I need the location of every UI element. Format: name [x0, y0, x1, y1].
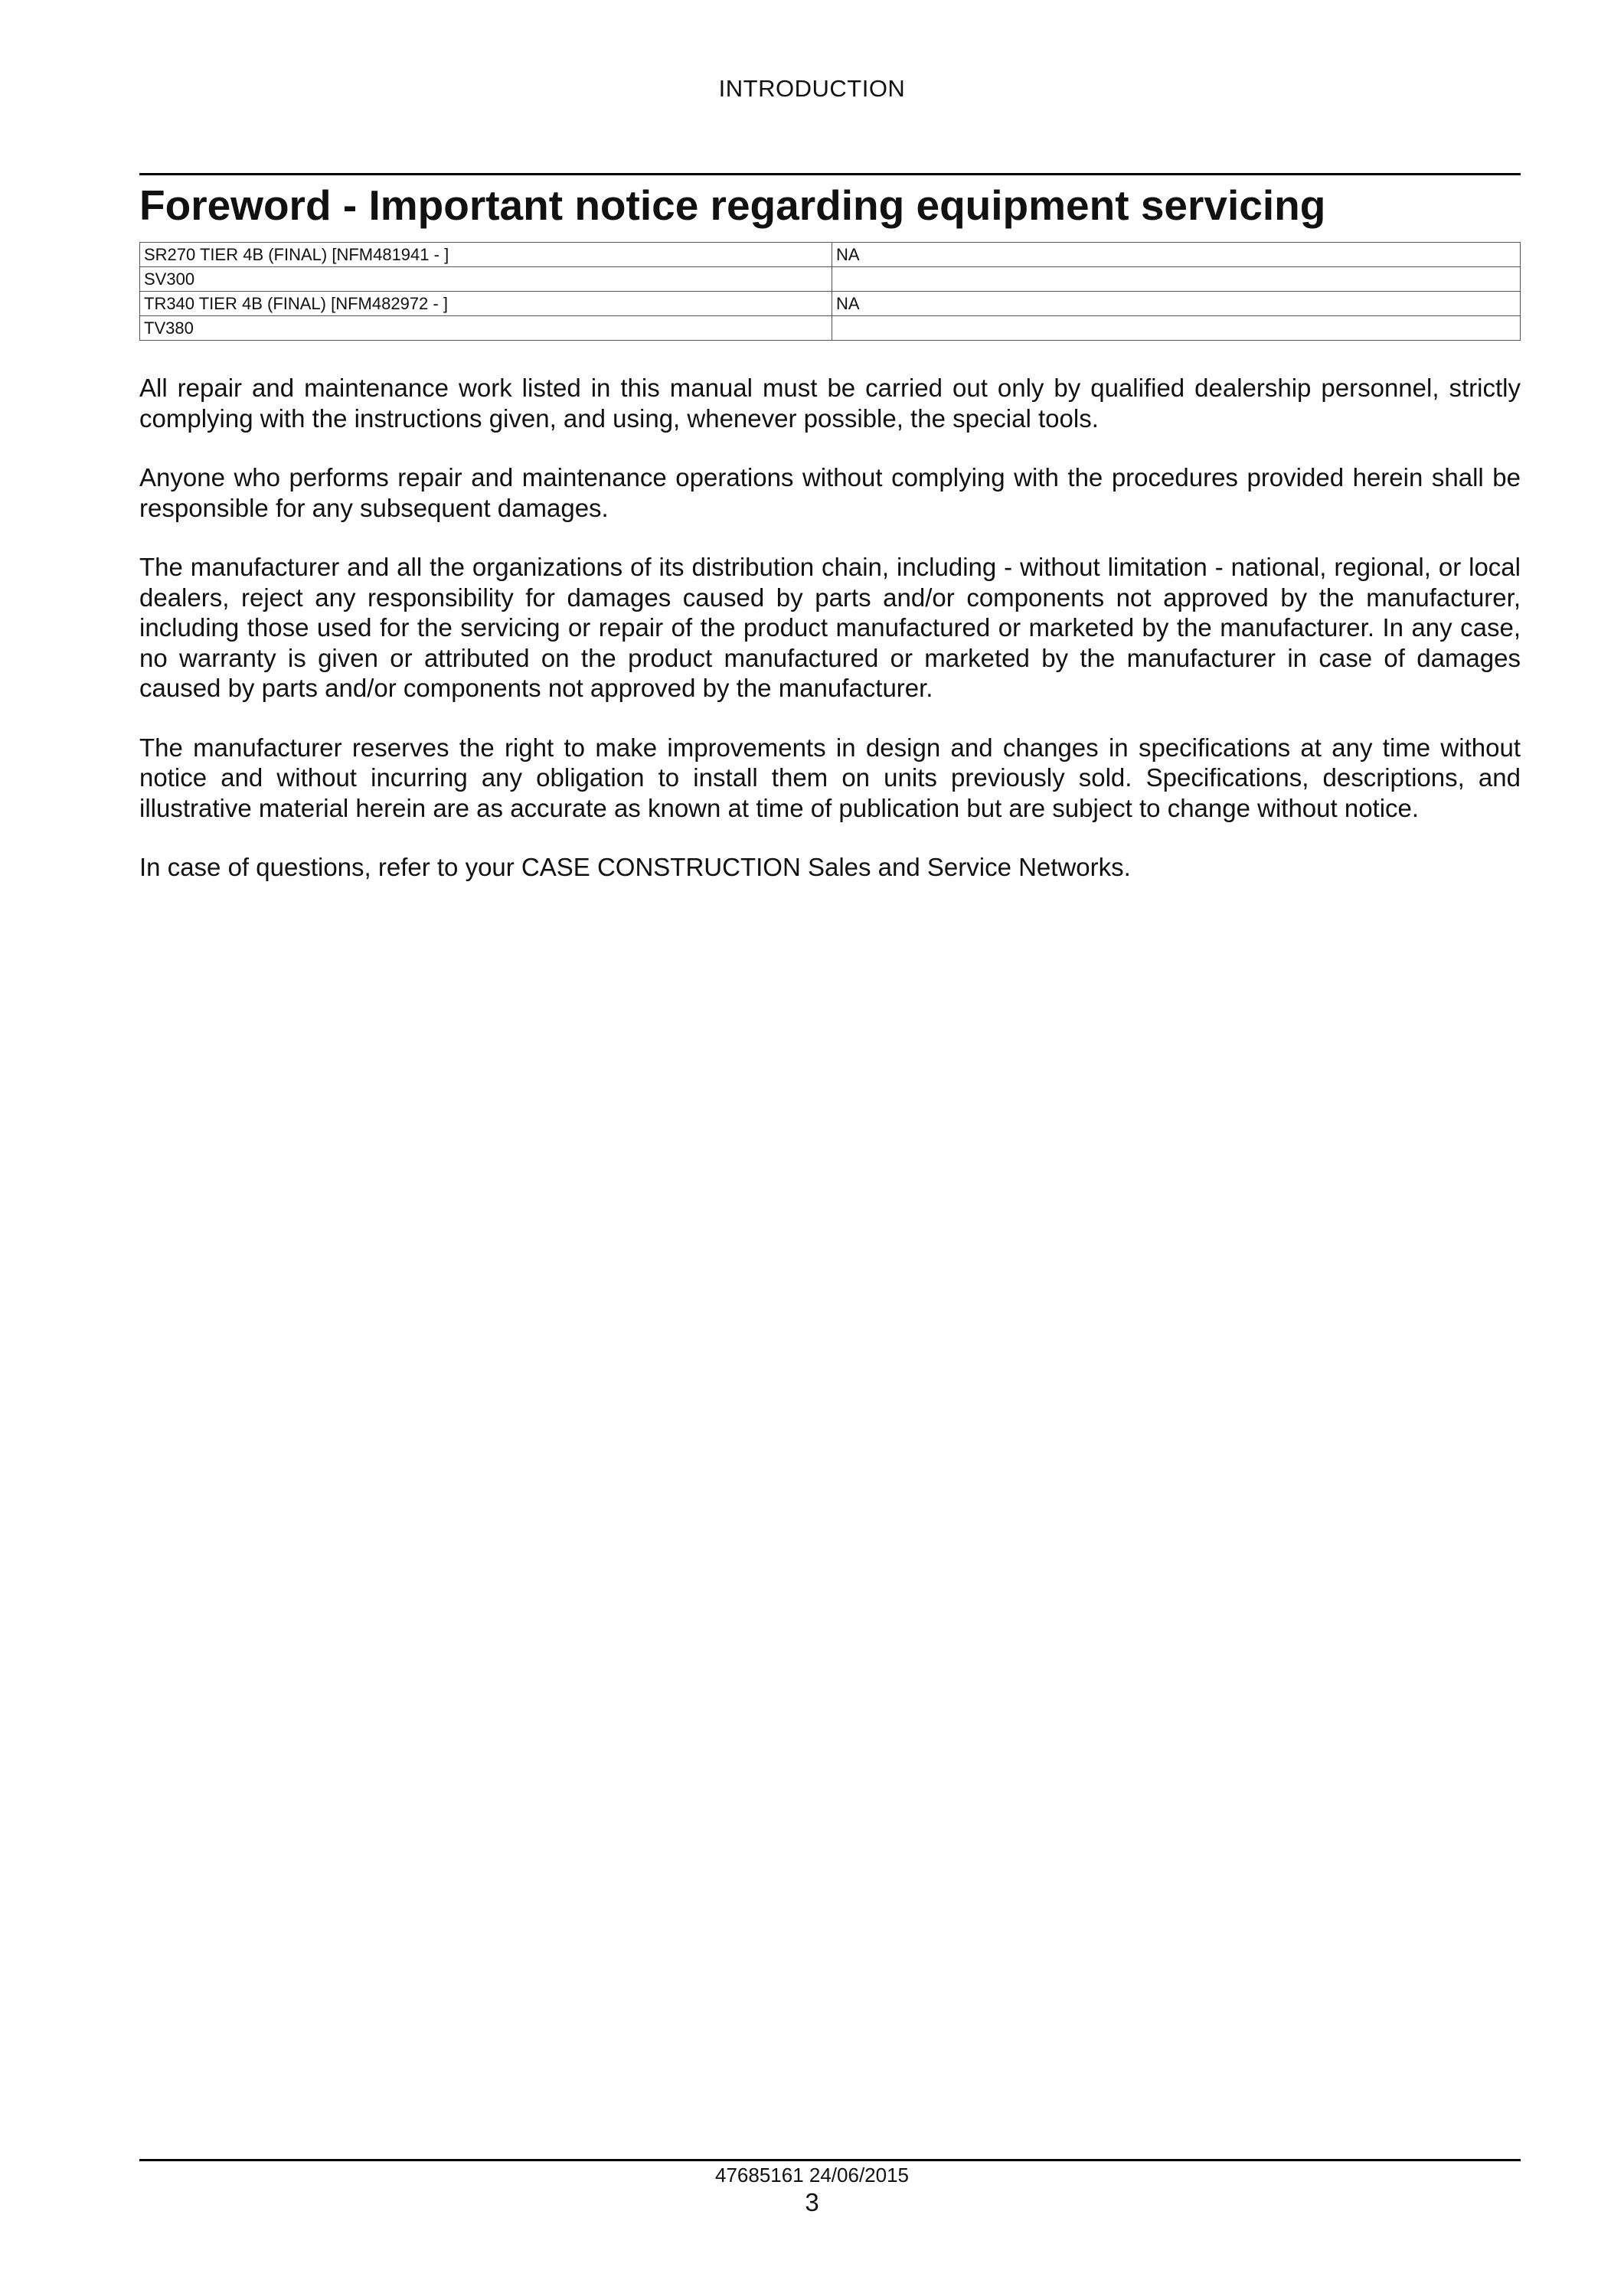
paragraph-improvements: The manufacturer reserves the right to make improvements in design and changes in specifications at any time without notice and without incurring any obligation to install them on units previously sold. Specifications, descriptions, and illustrative material herein are as accurate as known at time of publication but are subject to change without notice. — [139, 733, 1521, 822]
footer-rule — [139, 2159, 1521, 2161]
paragraph-qualified-personnel: All repair and maintenance work listed in this manual must be carried out only by qualified dealership personnel, strictly complying with the instructions given, and using, whenever possible, the special tools. — [139, 374, 1521, 433]
paragraph-responsibility: Anyone who performs repair and maintenance operations without complying with the procedures provided herein shall be responsible for any subsequent damages. — [139, 463, 1521, 522]
value-cell — [832, 267, 1521, 292]
table-row — [140, 267, 1521, 292]
page-title: Foreword - Important notice regarding equipment servicing — [139, 181, 1326, 229]
value-cell: NA — [832, 243, 1521, 267]
header-rule — [139, 173, 1521, 175]
body-text — [139, 373, 1521, 912]
model-cell: TR340 TIER 4B (FINAL) [NFM482972 - ] — [140, 292, 832, 316]
model-cell: SR270 TIER 4B (FINAL) [NFM481941 - ] — [140, 243, 832, 267]
paragraph-disclaimer: The manufacturer and all the organizations of its distribution chain, including - without limitation - national, regional, or local dealers, reject any responsibility for damages caused by parts and/or components not approved by the manufacturer, including those used for the servicing or repair of the product manufactured or marketed by the manufacturer. In any case, no warranty is given or attributed on the product manufactured or marketed by the manufacturer in case of damages caused by parts and/or components not approved by the manufacturer. — [139, 553, 1521, 702]
table-row — [140, 243, 1521, 267]
running-header: INTRODUCTION — [718, 75, 906, 102]
model-applicability-table — [139, 242, 1521, 341]
document-id: 47685161 24/06/2015 — [714, 2164, 910, 2187]
page-number: 3 — [805, 2188, 819, 2216]
model-cell: SV300 — [140, 267, 832, 292]
paragraph-contact: In case of questions, refer to your CASE CONSTRUCTION Sales and Service Networks. — [139, 853, 1131, 881]
value-cell — [832, 316, 1521, 341]
model-cell: TV380 — [140, 316, 832, 341]
table-row — [140, 292, 1521, 316]
table-row — [140, 316, 1521, 341]
value-cell: NA — [832, 292, 1521, 316]
